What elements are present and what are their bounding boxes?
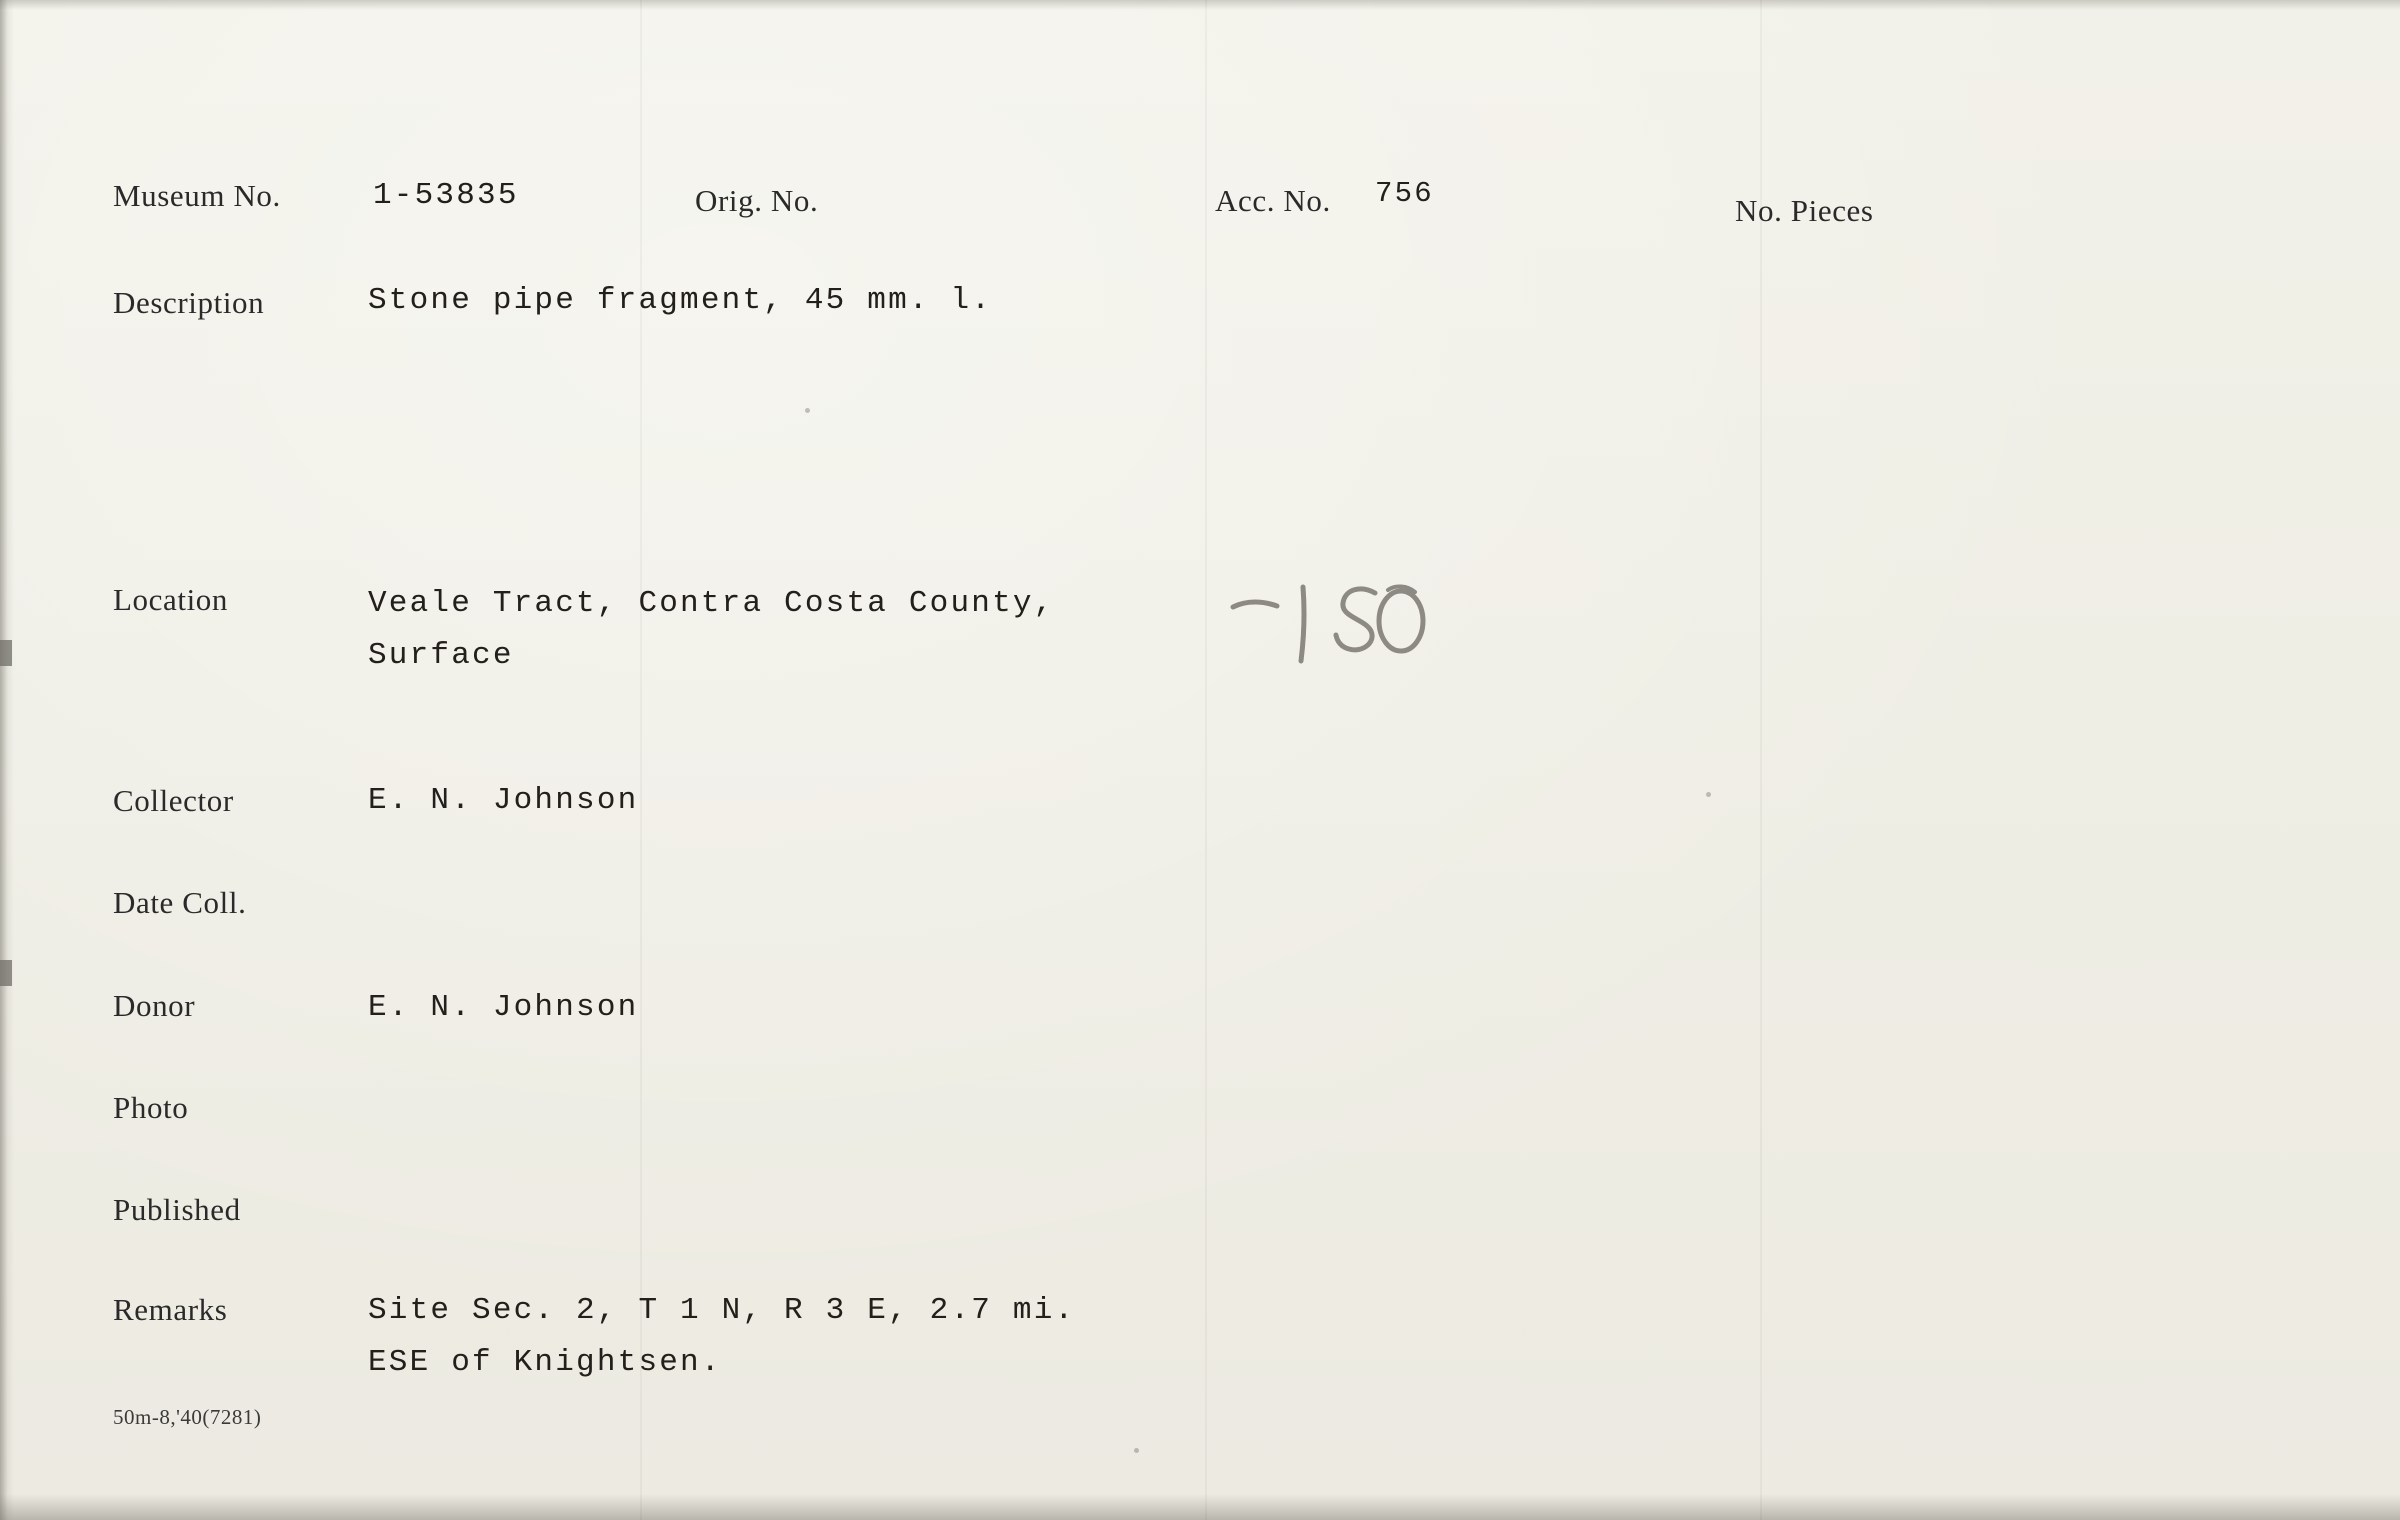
card-left-edge-shadow xyxy=(0,0,14,1520)
label-date-coll: Date Coll. xyxy=(113,885,247,920)
value-museum-no[interactable]: 1-53835 xyxy=(373,178,519,213)
scan-band-2 xyxy=(1205,0,1207,1520)
label-photo: Photo xyxy=(113,1090,189,1125)
label-orig-no: Orig. No. xyxy=(695,183,819,218)
value-location-line2[interactable]: Surface xyxy=(368,638,514,673)
paper-speck xyxy=(1706,792,1711,797)
value-acc-no[interactable]: 756 xyxy=(1375,177,1434,210)
label-location: Location xyxy=(113,582,228,617)
value-remarks-line1[interactable]: Site Sec. 2, T 1 N, R 3 E, 2.7 mi. xyxy=(368,1293,1076,1328)
label-acc-no: Acc. No. xyxy=(1215,183,1331,218)
label-collector: Collector xyxy=(113,783,234,818)
value-remarks-line2[interactable]: ESE of Knightsen. xyxy=(368,1345,722,1380)
value-collector[interactable]: E. N. Johnson xyxy=(368,783,639,818)
paper-speck xyxy=(1134,1448,1139,1453)
card-top-edge-shadow xyxy=(0,0,2400,10)
label-museum-no: Museum No. xyxy=(113,178,281,213)
label-remarks: Remarks xyxy=(113,1292,228,1327)
label-donor: Donor xyxy=(113,988,196,1023)
label-published: Published xyxy=(113,1192,241,1227)
value-donor[interactable]: E. N. Johnson xyxy=(368,990,639,1025)
card-left-notch-lower xyxy=(0,960,12,986)
form-print-code: 50m-8,'40(7281) xyxy=(113,1405,262,1429)
value-location-line1[interactable]: Veale Tract, Contra Costa County, xyxy=(368,586,1055,621)
pencil-annotation xyxy=(1225,565,1445,675)
paper-speck xyxy=(805,408,810,413)
card-bottom-edge-shadow xyxy=(0,1494,2400,1520)
card-left-notch-upper xyxy=(0,640,12,666)
value-description[interactable]: Stone pipe fragment, 45 mm. l. xyxy=(368,283,993,318)
label-no-pieces: No. Pieces xyxy=(1735,193,1874,228)
label-description: Description xyxy=(113,285,265,320)
